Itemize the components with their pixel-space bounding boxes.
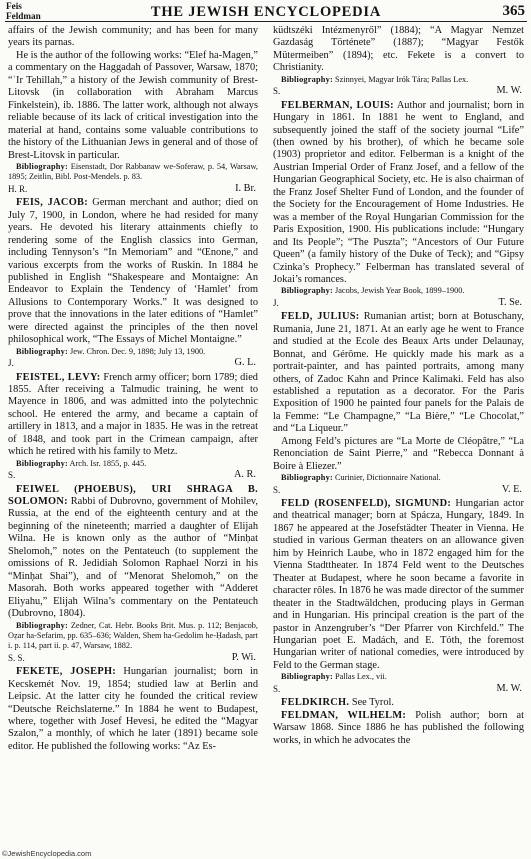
signature-author: A. R. bbox=[233, 469, 256, 481]
bibliography-label: Bibliography: bbox=[16, 458, 68, 468]
signature-author: T. Se. bbox=[498, 296, 522, 308]
entry-feldman-wilhelm bbox=[273, 710, 524, 747]
entry-text: Hungarian actor and theatrical manager; born at Spácza, Hungary, 1849. In 1867 he appeared at the Josefstädter Theater in Vienna. He studied in various German theaters on an allowance given him by Heinrich Laube, who in 1872 engaged him for the Vienna Stadttheater. In 1874 Feld went to the Deutsches Theater at Budapest, where he soon became a favorite in character rôles. In 1876 he was made director of the summer theater in the Stadtwäldchen, producing plays in German and in Hungarian. His principal creation is the part of the pastor in Anzengruber’s “Der Pfarrer von Kirchfeld.” The Hungarian poet E. Madách, and E. Tóth, the foremost Hungarian writer of national comedies, were introduced by Feld to the German stage. bbox=[273, 498, 524, 671]
entry-text: Rumanian artist; born at Botuschany, Rumania, June 21, 1871. At an early age he went to France and studied at the Ecole des Beaux Arts under Delaunay, Bonnat, and Gérôme. He quickly made his mark as a portrait-painter, and has painted portraits, among many others, of Zadoc Kahn and Prince Kalimaki. Feld has also established a reputation as a decorator. For the Paris Exposition of 1900 he painted four panels for the Palais de la Femme: “Le Champagne,” “La Bière,” “Le Chocolat,” and “La Liqueur.” bbox=[273, 311, 524, 435]
signature-line bbox=[8, 183, 258, 195]
bibliography-label: Bibliography: bbox=[281, 286, 333, 296]
signature-initials: S. bbox=[8, 470, 16, 481]
signature-line bbox=[273, 683, 524, 695]
running-head-first: Feis bbox=[6, 1, 22, 11]
entry-fekete-joseph bbox=[8, 666, 258, 753]
bibliography bbox=[273, 473, 524, 483]
entry-title: FEKETE, JOSEPH: bbox=[16, 666, 117, 678]
copyright-footer: ©JewishEncyclopedia.com bbox=[2, 849, 92, 858]
bibliography bbox=[8, 621, 258, 652]
signature-line bbox=[273, 85, 524, 97]
signature-initials: J. bbox=[8, 358, 14, 369]
cross-reference: See Tyrol. bbox=[349, 697, 394, 709]
entry-text: French army officer; born 1789; died 1855. After receiving a Talmudic training, he went to Mayence in 1806, and was admitted into the polytechnic school. He entered the army, and became a captain of artillery in 1813, and a major in 1835. He was in the retreat of 1848, and took part in the Crimean campaign, after which he retired with his family to Metz. bbox=[8, 371, 258, 458]
signature-line bbox=[8, 652, 258, 664]
entry-feis-jacob bbox=[8, 197, 258, 346]
bibliography-text: Pallas Lex., vii. bbox=[332, 672, 387, 682]
signature-author: M. W. bbox=[496, 85, 522, 97]
bibliography-label: Bibliography: bbox=[16, 620, 68, 630]
bibliography-label: Bibliography: bbox=[281, 74, 333, 84]
entry-feldkirch bbox=[273, 697, 524, 709]
signature-initials: H. R. bbox=[8, 183, 28, 194]
bibliography bbox=[273, 672, 524, 682]
entry-felberman-louis bbox=[273, 100, 524, 287]
signature-author: I. Br. bbox=[235, 182, 256, 194]
signature-initials: S. bbox=[273, 683, 281, 694]
bibliography-label: Bibliography: bbox=[281, 672, 333, 682]
entry-feld-julius bbox=[273, 311, 524, 436]
entry-title: FELD (ROSENFELD), SIGMUND: bbox=[281, 498, 452, 510]
entry-text: German merchant and author; died on July 7, 1900, in London, where he had resided for many years. He devoted his literary attainments chiefly to rendering some of the English classics into German, including Tennyson’s “In Memoriam” and “Œnone,” and various excerpts from the works of Ruskin. In 1884 he published in English “Shakespeare and Montaigne: An Endeavor to Explain the Tendency of ‘Hamlet’ from Allusions to Contemporary Works.” It was designed to prove that the innovations in the later editions of “Hamlet” were directed against the principles of the then novel philosophical work, “The Essays of Michel Montaigne.” bbox=[8, 197, 258, 346]
paragraph: He is the author of the following works: “Elef ha-Magen,” a commentary on the Haggadah of Passover, Warsaw, 1870; “ʿIr Tehillah,” a history of the Jewish community of Brest-Litovsk (in collaboration with Abraham Marcus Finkelstein), ib. 1886. The latter work, although not always reliable because of its lack of critical investigation into the material at hand, contains some valuable contributions to the history of the Lithuanian Jews in general and of those of Brest-Litovsk in particular. bbox=[8, 49, 258, 161]
signature-line bbox=[8, 357, 258, 369]
bibliography-text: Jacobs, Jewish Year Book, 1899–1900. bbox=[332, 286, 465, 296]
signature-author: M. W. bbox=[496, 682, 522, 694]
page-title: THE JEWISH ENCYCLOPEDIA bbox=[150, 4, 382, 20]
entry-text: Rabbi of Dubrovno, government of Mohilev, Russia, at the end of the eighteenth century and at the beginning of the nineteenth; married a daughter of Elijah Wilna. He is known only as the author of “Minḥat Shelomoh,” notes on the Pentateuch (to supplement the omissions of R. Jedidiah Solomon Raphael Norzi in his “Minḥat Shai”), and of “Menorat Shelomoh,” on the Masorah. Both works appeared together with “Adderet Eliyahu,” Elijah Wilna’s commentary on the Pentateuch (Dubrovno, 1804). bbox=[8, 495, 258, 620]
bibliography bbox=[8, 162, 258, 183]
signature-line bbox=[273, 297, 524, 309]
entry-text: Polish author; born at Warsaw 1868. Since 1886 he has published the following works, in which he advocates the bbox=[273, 709, 524, 746]
bibliography-label: Bibliography: bbox=[281, 473, 333, 483]
entry-title: FELBERMAN, LOUIS: bbox=[281, 99, 394, 111]
bibliography bbox=[273, 286, 524, 296]
entry-title: FELDMAN, WILHELM: bbox=[281, 709, 407, 721]
left-column bbox=[8, 25, 258, 753]
entry-feistel-levy bbox=[8, 372, 258, 459]
bibliography bbox=[273, 75, 524, 85]
entry-feiwel bbox=[8, 484, 258, 621]
signature-initials: S. bbox=[273, 484, 281, 495]
entry-text: Author and journalist; born in Hungary in 1861. In 1881 he went to England, and subsequently joined the staff of the society journal “Life” (then owned by his brother), of which he became sole (1903) proprietor and editor. Felberman is a knight of the Austrian Imperial Order of Franz Josef, and a fellow of the Hungarian Geographical Society, etc. He is also chairman of the Franz Josef Shelter Fund of London, and the founder of the Society for the Encouragement of Home Industries. He was a member of the Royal Hungarian Commission for the Paris Exposition, 1900. His publications include: “Hungary and Its People”; “The Puszta”; “Ancestors of Our Future Queen” (a family history of the Duke of Teck); and “Gipsy Czinka’s Prophecy.” Felberman has translated several of Jokai’s romances. bbox=[273, 99, 524, 285]
bibliography-text: Zedner, Cat. Hebr. Books Brit. Mus. p. 112; Benjacob, Oẓar ha-Sefarim, pp. 635–636; Walden, Shem ha-Gedolim he-Ḥadash, part i. p. 114, part ii. p. 47, Warsaw, 1882. bbox=[8, 620, 258, 651]
paragraph: affairs of the Jewish community; and has been for many years its parnas. bbox=[8, 25, 258, 49]
entry-feld-sigmund bbox=[273, 498, 524, 672]
page-number: 365 bbox=[502, 3, 525, 19]
bibliography-text: Eisenstadt, Dor Rabbanaw we-Soferaw, p. 54, Warsaw, 1895; Zeitlin, Bibl. Post-Mendels. p. 83. bbox=[8, 161, 258, 182]
entry-title: FEIS, JACOB: bbox=[16, 197, 88, 209]
signature-initials: S. S. bbox=[8, 652, 25, 663]
bibliography-text: Arch. Isr. 1855, p. 445. bbox=[67, 458, 147, 468]
bibliography-text: Curinier, Dictionnaire National. bbox=[332, 473, 441, 483]
entry-title: FEIWEL (PHOEBUS), URI SHRAGA B. SOLOMON: bbox=[8, 483, 258, 507]
entry-text: Hungarian journalist; born in Kecskemét Nov. 19, 1854; studied law at Berlin and Leipsic. At the latter city he founded the critical review “Deutsche Reichslaterne.” In 1884 he went to Budapest, where, together with Josef Hevesi, he edited the “Magyar Szalon,” a monthly, of which he later (1891) became sole editor. He published the following works: “Az Es- bbox=[8, 666, 258, 752]
header-rule bbox=[5, 21, 527, 22]
entry-title: FELD, JULIUS: bbox=[281, 311, 360, 323]
paragraph: Among Feld’s pictures are “La Morte de Cléopâtre,” “La Renonciation de Saint Pierre,” and “Rebecca Donnant à Boire à Eliezer.” bbox=[273, 435, 524, 472]
right-column bbox=[273, 25, 524, 747]
bibliography bbox=[8, 459, 258, 469]
paragraph: küdtszéki Intézmenyről” (1884); “A Magyar Nemzet Gazdaság Története” (1887); “Magyar Festők Mütermeiben” (1894); etc. Fekete is a convert to Christianity. bbox=[273, 25, 524, 74]
signature-author: V. E. bbox=[501, 483, 522, 495]
bibliography-label: Bibliography: bbox=[16, 346, 68, 356]
signature-line bbox=[8, 469, 258, 481]
entry-title: FEISTEL, LEVY: bbox=[16, 371, 101, 383]
running-head-last: Feldman bbox=[6, 10, 41, 21]
bibliography bbox=[8, 347, 258, 357]
signature-initials: S. bbox=[273, 86, 281, 97]
bibliography-text: Szinnyei, Magyar Irók Tára; Pallas Lex. bbox=[332, 74, 469, 84]
entry-title: FELDKIRCH. bbox=[281, 697, 350, 709]
signature-author: P. Wi. bbox=[231, 651, 256, 663]
page-header bbox=[4, 2, 528, 22]
signature-initials: J. bbox=[273, 297, 279, 308]
signature-line bbox=[273, 484, 524, 496]
bibliography-text: Jew. Chron. Dec. 9, 1898; July 13, 1900. bbox=[67, 346, 206, 356]
bibliography-label: Bibliography: bbox=[16, 161, 68, 171]
signature-author: G. L. bbox=[234, 357, 256, 369]
